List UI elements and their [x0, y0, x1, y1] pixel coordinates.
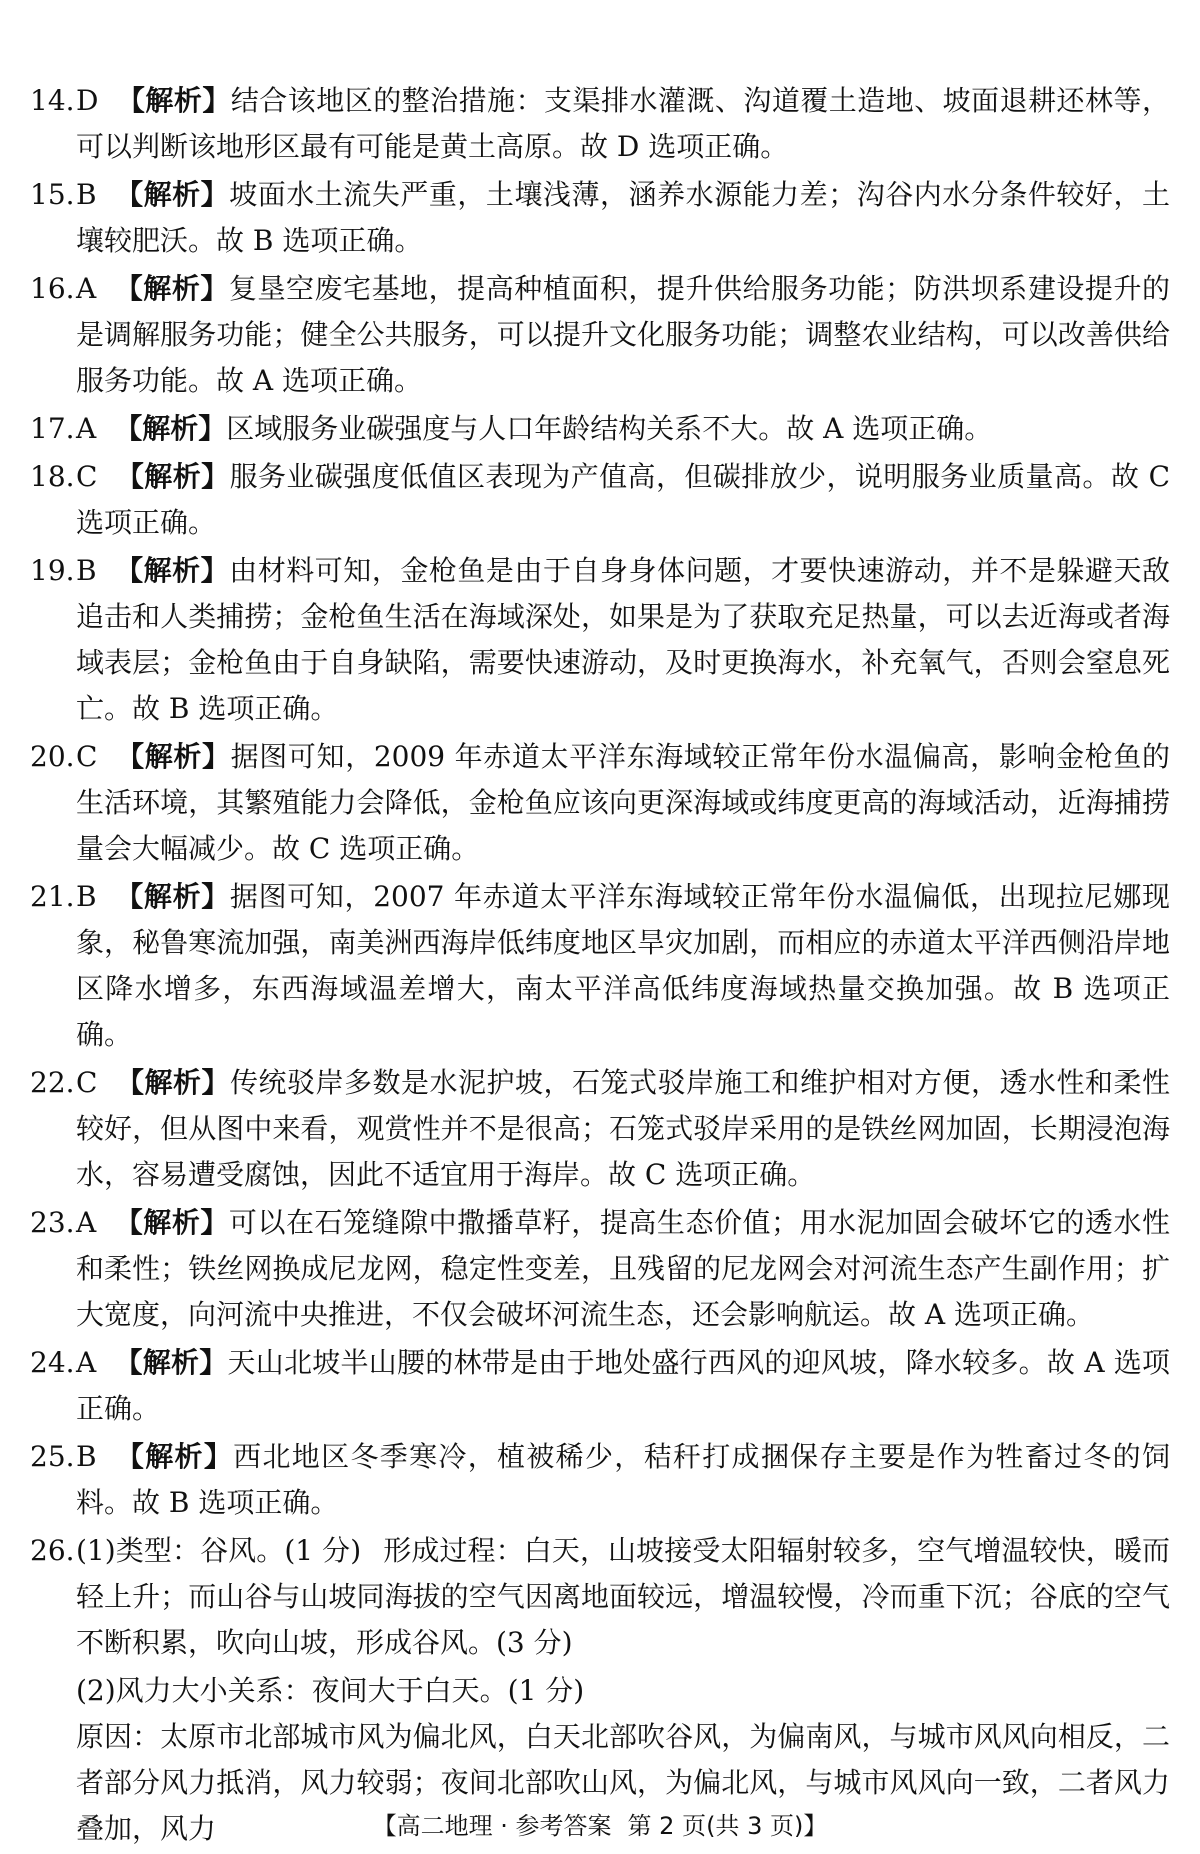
analysis-text: 区域服务业碳强度与人口年龄结构关系不大。故 A 选项正确。 — [226, 412, 993, 445]
answer-item-24 — [30, 1340, 1170, 1432]
question-number: 16. — [30, 272, 75, 305]
analysis-tag: 【解析】 — [114, 880, 230, 913]
answer-item-21 — [30, 874, 1170, 1058]
analysis-text: 坡面水土流失严重，土壤浅薄，涵养水源能力差；沟谷内水分条件较好，土壤较肥沃。故 B 选项正确。 — [76, 178, 1170, 257]
analysis-tag: 【解析】 — [116, 84, 231, 117]
answer-key: C — [76, 1066, 98, 1099]
answer-item-17 — [30, 406, 1170, 452]
answer-key: A — [76, 412, 97, 445]
question-number: 19. — [30, 554, 75, 587]
analysis-tag: 【解析】 — [114, 1440, 234, 1473]
answer-key: C — [76, 460, 98, 493]
question-number: 18. — [30, 460, 75, 493]
answer-item-20 — [30, 734, 1170, 872]
analysis-text: 复垦空废宅基地，提高种植面积，提升供给服务功能；防洪坝系建设提升的是调解服务功能；健全公共服务，可以提升文化服务功能；调整农业结构，可以改善供给服务功能。故 A 选项正确。 — [76, 272, 1170, 397]
analysis-text: 传统驳岸多数是水泥护坡，石笼式驳岸施工和维护相对方便，透水性和柔性较好，但从图中来看，观赏性并不是很高；石笼式驳岸采用的是铁丝网加固，长期浸泡海水，容易遭受腐蚀，因此不适宜用于海岸。故 C 选项正确。 — [76, 1066, 1170, 1191]
answer-item-25 — [30, 1434, 1170, 1526]
analysis-text: 据图可知，2007 年赤道太平洋东海域较正常年份水温偏低，出现拉尼娜现象，秘鲁寒流加强，南美洲西海岸低纬度地区旱灾加剧，而相应的赤道太平洋西侧沿岸地区降水增多，东西海域温差增大，南太平洋高低纬度海域热量交换加强。故 B 选项正确。 — [76, 880, 1170, 1051]
analysis-text: 服务业碳强度低值区表现为产值高，但碳排放少，说明服务业质量高。故 C 选项正确。 — [76, 460, 1170, 539]
footer-course-label: 【高二地理 · 参考答案 — [372, 1812, 612, 1840]
answer-key: A — [76, 1206, 97, 1239]
answer-item-23 — [30, 1200, 1170, 1338]
analysis-tag: 【解析】 — [114, 554, 230, 587]
analysis-tag: 【解析】 — [115, 1066, 230, 1099]
question-number: 23. — [30, 1206, 75, 1239]
answer-key: B — [76, 1440, 97, 1473]
analysis-text: 西北地区冬季寒冷，植被稀少，秸秆打成捆保存主要是作为牲畜过冬的饲料。故 B 选项正确。 — [76, 1440, 1170, 1519]
analysis-text: 结合该地区的整治措施：支渠排水灌溉、沟道覆土造地、坡面退耕还林等，可以判断该地形区最有可能是黄土高原。故 D 选项正确。 — [76, 84, 1170, 163]
q26-part1-process: 形成过程：白天，山坡接受太阳辐射较多，空气增温较快，暖而轻上升；而山谷与山坡同海拔的空气因离地面较远，增温较慢，冷而重下沉；谷底的空气不断积累，吹向山坡，形成谷风。(3 分) — [76, 1534, 1170, 1659]
question-number: 24. — [30, 1346, 75, 1379]
question-number: 22. — [30, 1066, 75, 1099]
page-footer — [0, 1806, 1200, 1841]
question-number: 17. — [30, 412, 75, 445]
answer-item-14 — [30, 78, 1170, 170]
answer-item-26 — [30, 1528, 1170, 1666]
q26-part2-reason: 原因：太原市北部城市风为偏北风，白天北部吹谷风，为偏南风，与城市风风向相反，二者部分风力抵消，风力较弱；夜间北部吹山风，为偏北风，与城市风风向一致，二者风力叠加，风力 — [76, 1720, 1170, 1845]
answer-key: B — [76, 178, 97, 211]
answer-key: B — [76, 554, 97, 587]
analysis-text: 可以在石笼缝隙中撒播草籽，提高生态价值；用水泥加固会破坏它的透水性和柔性；铁丝网换成尼龙网，稳定性变差，且残留的尼龙网会对河流生态产生副作用；扩大宽度，向河流中央推进，不仅会破坏河流生态，还会影响航运。故 A 选项正确。 — [76, 1206, 1170, 1331]
analysis-tag: 【解析】 — [115, 740, 231, 773]
analysis-tag: 【解析】 — [114, 272, 229, 305]
answer-item-18 — [30, 454, 1170, 546]
analysis-tag: 【解析】 — [114, 1206, 229, 1239]
analysis-tag: 【解析】 — [115, 460, 230, 493]
q26-part1-type: (1)类型：谷风。(1 分) — [76, 1534, 362, 1567]
q26-part2: (2)风力大小关系：夜间大于白天。(1 分) — [76, 1674, 585, 1707]
answer-item-22 — [30, 1060, 1170, 1198]
answer-key: B — [76, 880, 97, 913]
answer-key: C — [76, 740, 98, 773]
question-number: 25. — [30, 1440, 75, 1473]
analysis-tag: 【解析】 — [114, 412, 227, 445]
answer-key: A — [76, 272, 97, 305]
question-number: 15. — [30, 178, 75, 211]
question-number: 20. — [30, 740, 75, 773]
footer-page-number: 第 2 页(共 3 页)】 — [627, 1812, 828, 1840]
answer-item-15 — [30, 172, 1170, 264]
question-number: 14. — [30, 84, 75, 117]
answer-list — [30, 78, 1170, 1852]
answer-key: A — [76, 1346, 97, 1379]
answer-key: D — [76, 84, 99, 117]
analysis-text: 天山北坡半山腰的林带是由于地处盛行西风的迎风坡，降水较多。故 A 选项正确。 — [76, 1346, 1170, 1425]
analysis-tag: 【解析】 — [114, 1346, 228, 1379]
analysis-text: 据图可知，2009 年赤道太平洋东海域较正常年份水温偏高，影响金枪鱼的生活环境，其繁殖能力会降低，金枪鱼应该向更深海域或纬度更高的海域活动，近海捕捞量会大幅减少。故 C 选项正确。 — [76, 740, 1170, 865]
analysis-tag: 【解析】 — [114, 178, 230, 211]
question-number: 26. — [30, 1534, 75, 1567]
question-number: 21. — [30, 880, 75, 913]
answer-item-19 — [30, 548, 1170, 732]
analysis-text: 由材料可知，金枪鱼是由于自身身体问题，才要快速游动，并不是躲避天敌追击和人类捕捞；金枪鱼生活在海域深处，如果是为了获取充足热量，可以去近海或者海域表层；金枪鱼由于自身缺陷，需要快速游动，及时更换海水，补充氧气，否则会窒息死亡。故 B 选项正确。 — [76, 554, 1170, 725]
answer-item-16 — [30, 266, 1170, 404]
